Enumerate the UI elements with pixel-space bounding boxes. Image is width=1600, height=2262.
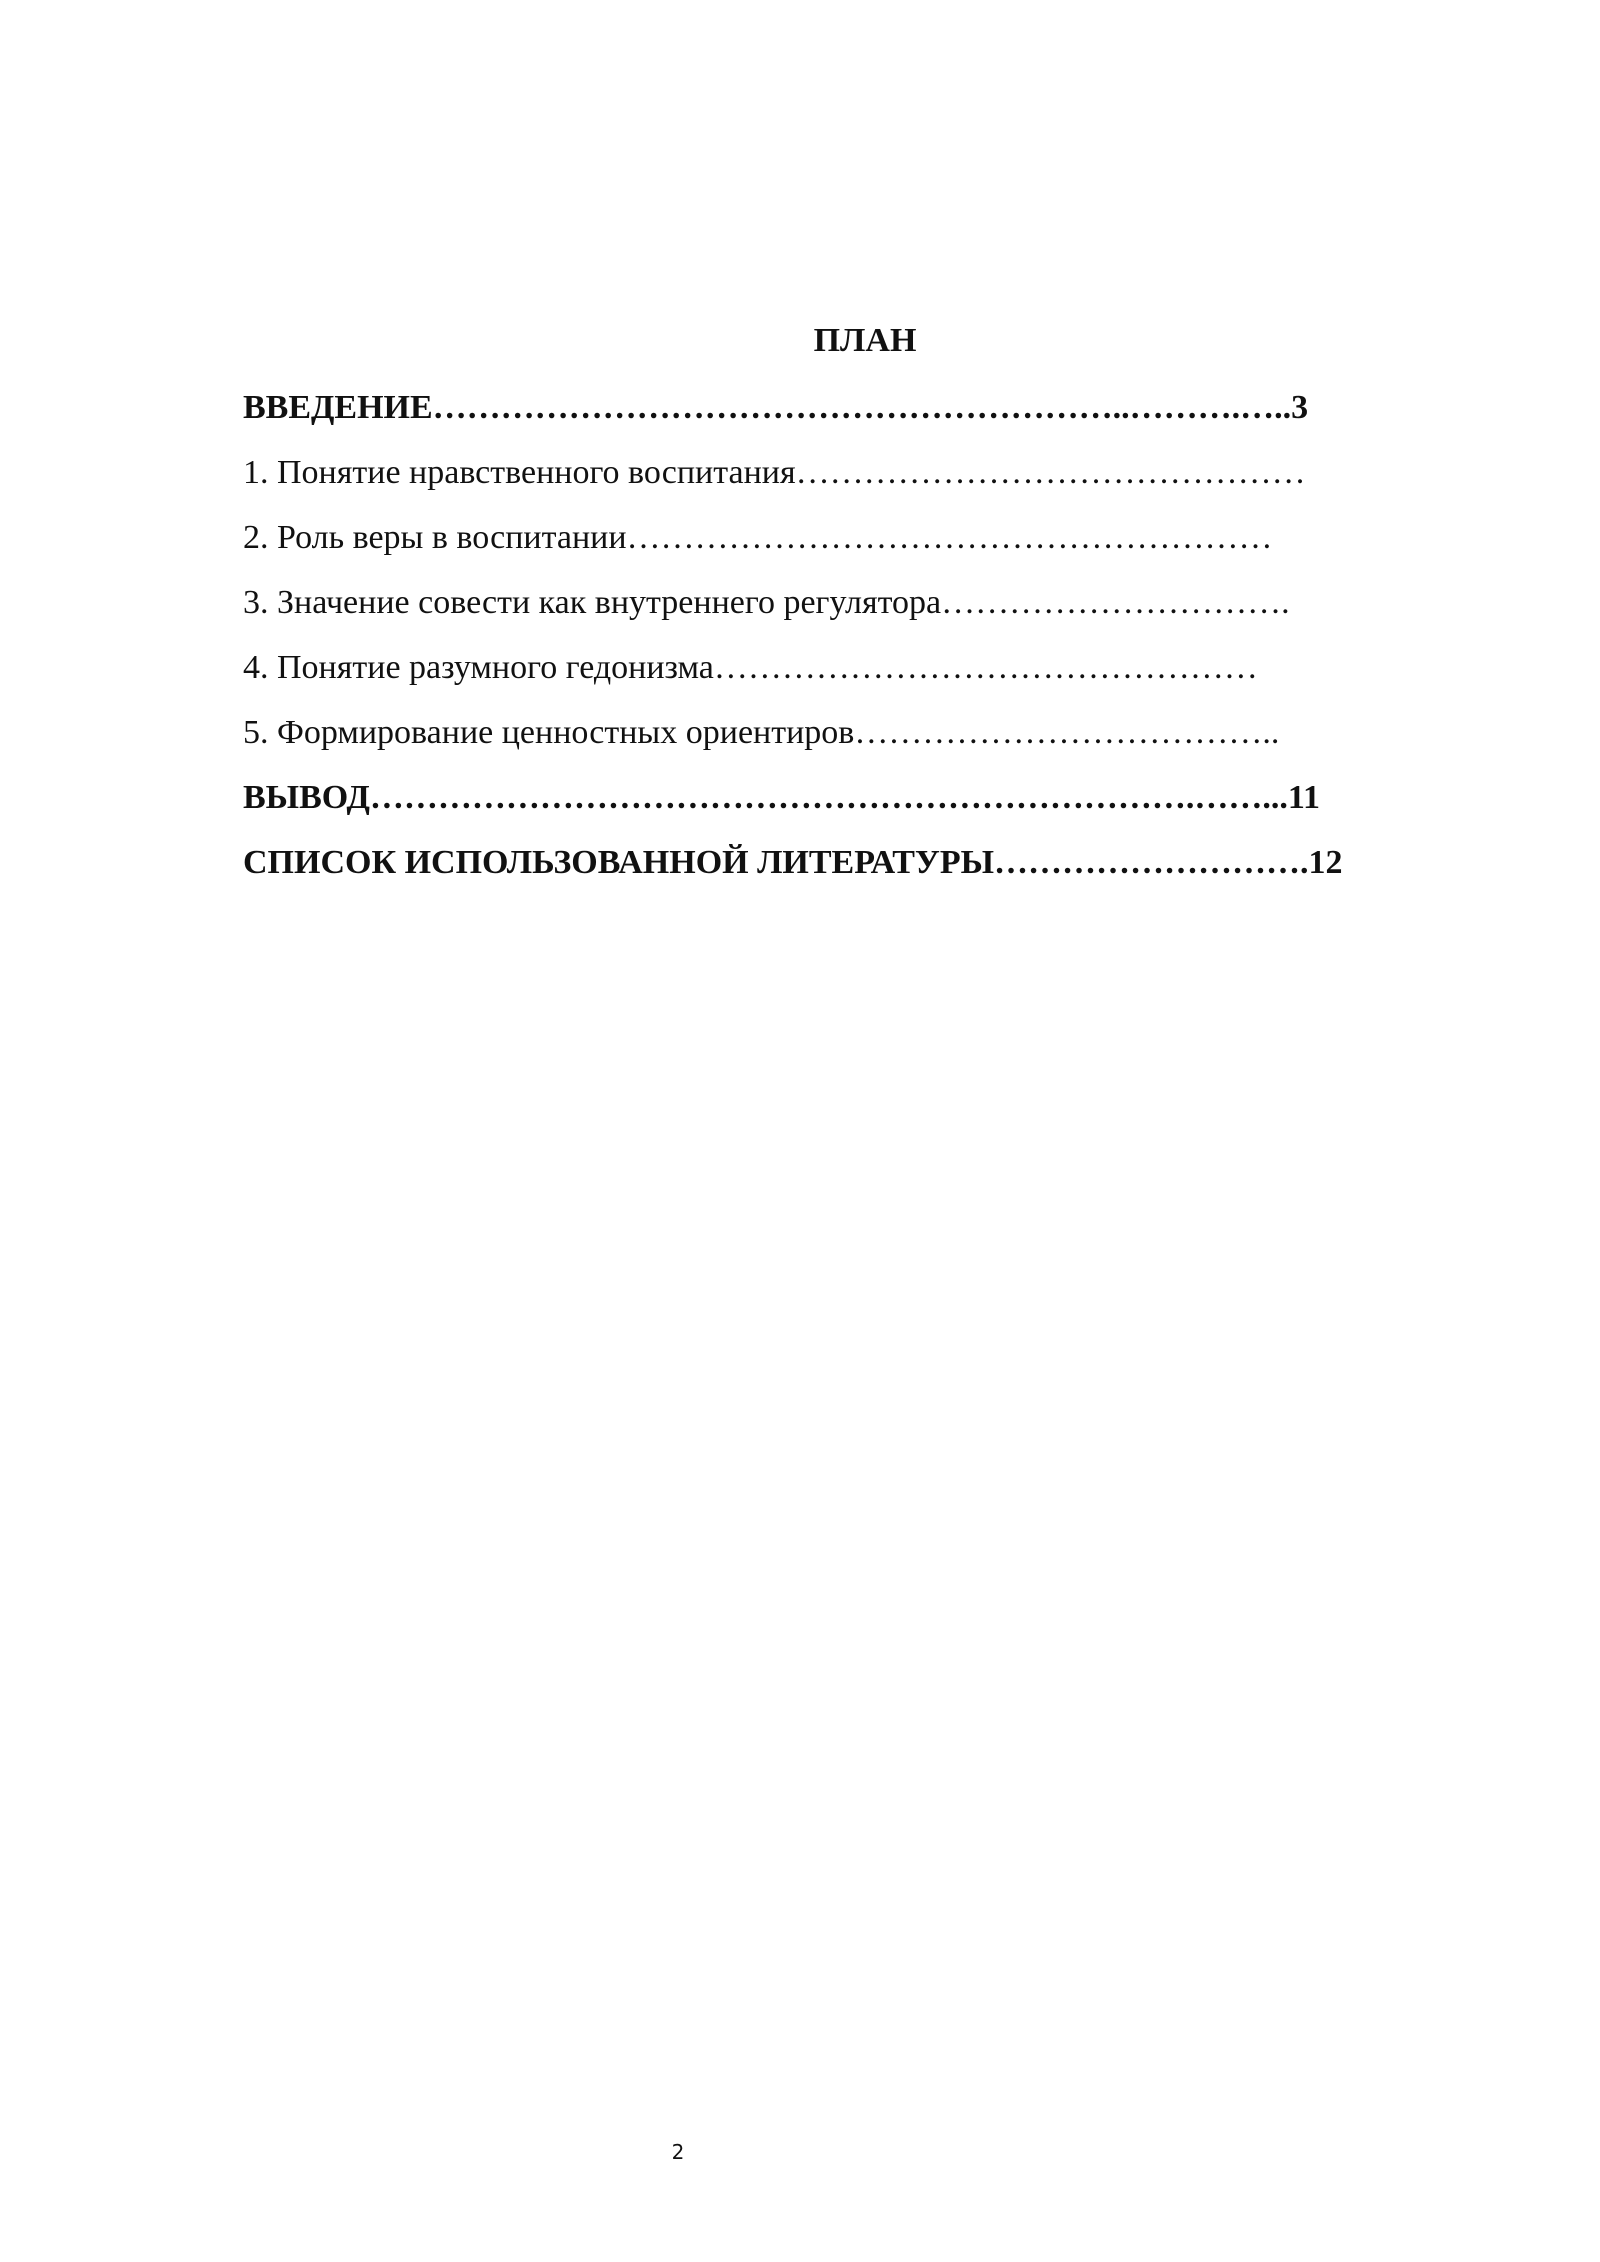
page-number: 2 — [671, 2140, 685, 2164]
toc-item-5: 5. Формирование ценностных ориентиров……………………………….. — [243, 714, 1280, 751]
toc-item-1: 1. Понятие нравственного воспитания……………………………………… — [243, 454, 1306, 491]
page-title: ПЛАН — [813, 322, 917, 359]
toc-item-2: 2. Роль веры в воспитании………………………………………………… — [243, 519, 1273, 556]
toc-item-4: 4. Понятие разумного гедонизма………………………………………… — [243, 649, 1258, 686]
toc-item-3: 3. Значение совести как внутреннего регулятора…………………………. — [243, 584, 1290, 621]
toc-item-references: СПИСОК ИСПОЛЬЗОВАННОЙ ЛИТЕРАТУРЫ……………………….12 — [243, 844, 1343, 881]
toc-item-introduction: ВВЕДЕНИЕ……………………………………………………..……….…..3 — [243, 389, 1309, 426]
toc-item-conclusion: ВЫВОД……………………………………………………………….……...11 — [243, 779, 1321, 816]
